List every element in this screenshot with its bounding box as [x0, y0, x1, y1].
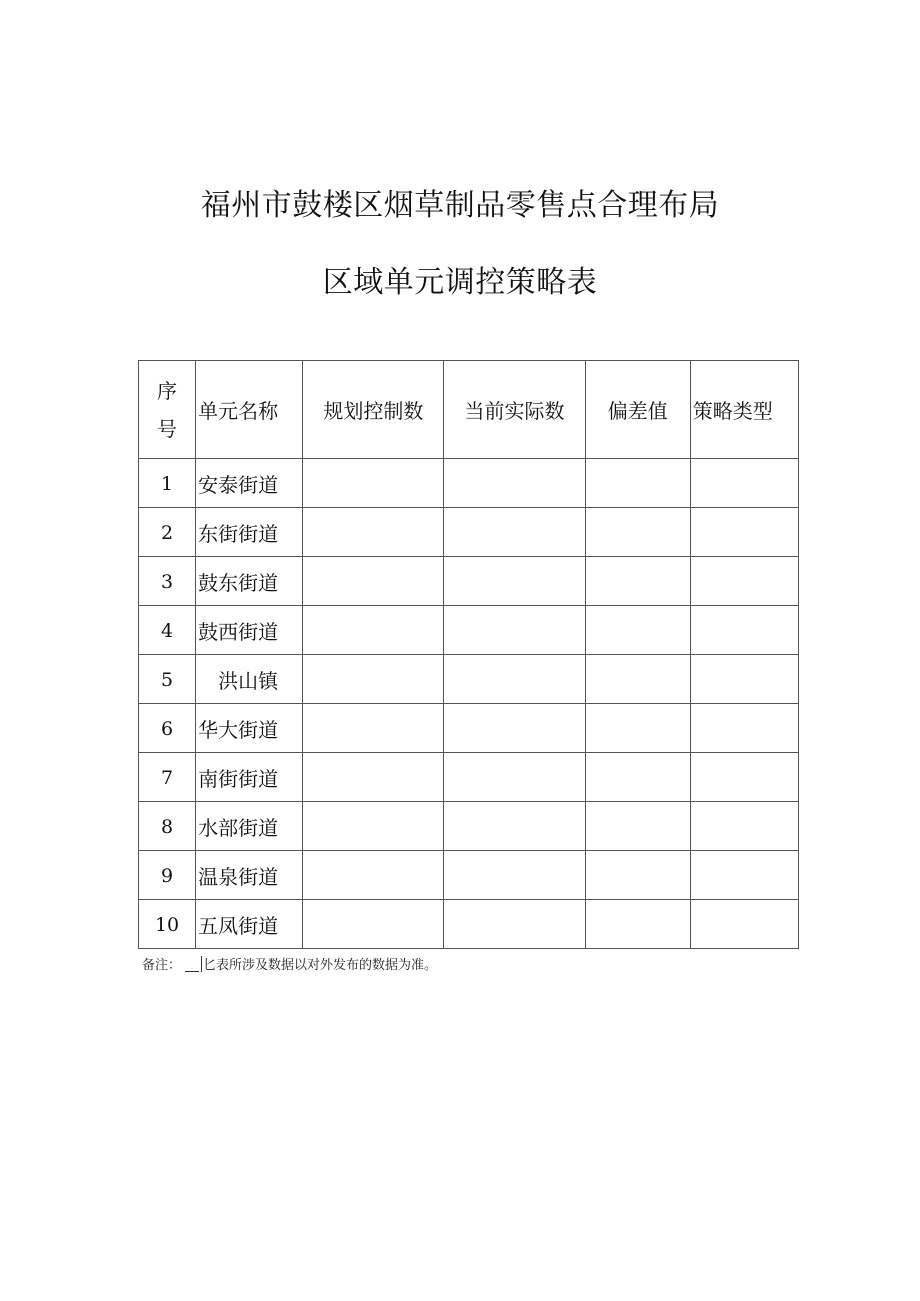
cell-unit-name — [196, 900, 303, 949]
cell-current-count — [444, 900, 585, 949]
header-strategy-type-label: 策略类型 — [692, 399, 773, 423]
cell-current-count — [444, 508, 585, 557]
header-planned-count-label: 规划控制数 — [323, 399, 424, 423]
row-unit-name-text: 五凤街道 — [198, 913, 279, 938]
row-index-text: 7 — [160, 767, 174, 789]
cell-strategy-type — [690, 557, 798, 606]
cell-index — [139, 900, 196, 949]
cell-planned-count — [303, 900, 444, 949]
cell-unit-name — [196, 704, 303, 753]
cell-deviation — [585, 851, 690, 900]
cell-unit-name — [196, 459, 303, 508]
header-cell-unit-name — [196, 361, 303, 459]
row-unit-name-text: 鼓西街道 — [198, 619, 279, 644]
cell-strategy-type — [690, 851, 798, 900]
header-cell-current-count — [444, 361, 585, 459]
cell-deviation — [585, 557, 690, 606]
row-unit-name-text: 安泰街道 — [198, 472, 279, 497]
cell-current-count — [444, 802, 585, 851]
cell-unit-name — [196, 655, 303, 704]
cell-deviation — [585, 900, 690, 949]
row-index-text: 2 — [160, 522, 174, 544]
cell-unit-name — [196, 508, 303, 557]
document-title-line-2: 区域单元调控策略表 — [322, 265, 598, 300]
cell-planned-count — [303, 655, 444, 704]
header-cell-strategy-type — [690, 361, 798, 459]
row-unit-name-text: 鼓东街道 — [198, 570, 279, 595]
cell-unit-name — [196, 851, 303, 900]
cell-index — [139, 704, 196, 753]
cell-current-count — [444, 753, 585, 802]
cell-planned-count — [303, 753, 444, 802]
table-row — [139, 508, 799, 557]
cell-current-count — [444, 704, 585, 753]
cell-strategy-type — [690, 606, 798, 655]
cell-index — [139, 459, 196, 508]
cell-planned-count — [303, 704, 444, 753]
cell-deviation — [585, 508, 690, 557]
cell-current-count — [444, 606, 585, 655]
cell-strategy-type — [690, 802, 798, 851]
strategy-table — [138, 360, 799, 949]
table-row — [139, 655, 799, 704]
table-row — [139, 557, 799, 606]
cell-index — [139, 606, 196, 655]
cell-strategy-type — [690, 655, 798, 704]
table-row — [139, 802, 799, 851]
row-index-text: 9 — [160, 865, 174, 887]
cell-index — [139, 753, 196, 802]
cell-deviation — [585, 802, 690, 851]
table-row — [139, 459, 799, 508]
row-index-text: 1 — [160, 473, 174, 495]
cell-planned-count — [303, 802, 444, 851]
footnote-underline — [185, 959, 199, 972]
cell-planned-count — [303, 459, 444, 508]
cell-strategy-type — [690, 508, 798, 557]
header-cell-planned-count — [303, 361, 444, 459]
cell-strategy-type — [690, 900, 798, 949]
cell-index — [139, 802, 196, 851]
cell-current-count — [444, 459, 585, 508]
row-unit-name-text: 东街街道 — [198, 521, 279, 546]
cell-strategy-type — [690, 753, 798, 802]
table-row — [139, 606, 799, 655]
header-unit-name-label: 单元名称 — [198, 399, 279, 423]
cell-planned-count — [303, 606, 444, 655]
cell-unit-name — [196, 557, 303, 606]
table-row — [139, 704, 799, 753]
footnote-text: 匕表所涉及数据以对外发布的数据为准。 — [203, 958, 438, 973]
table-body — [139, 361, 799, 949]
footnote-divider — [201, 956, 202, 972]
table-header-row — [139, 361, 799, 459]
cell-deviation — [585, 459, 690, 508]
table-row — [139, 753, 799, 802]
row-unit-name-text: 温泉街道 — [198, 864, 279, 889]
row-unit-name-text: 南街街道 — [198, 766, 279, 791]
table-row — [139, 851, 799, 900]
cell-index — [139, 655, 196, 704]
header-current-count-label: 当前实际数 — [464, 399, 565, 423]
header-index-label: 序号 — [157, 378, 178, 441]
cell-strategy-type — [690, 459, 798, 508]
row-index-text: 6 — [160, 718, 174, 740]
cell-deviation — [585, 753, 690, 802]
cell-unit-name — [196, 802, 303, 851]
header-cell-deviation — [585, 361, 690, 459]
cell-current-count — [444, 655, 585, 704]
cell-index — [139, 508, 196, 557]
cell-deviation — [585, 606, 690, 655]
footnote-label: 备注： — [142, 958, 182, 973]
row-index-text: 4 — [160, 620, 174, 642]
cell-deviation — [585, 655, 690, 704]
cell-current-count — [444, 851, 585, 900]
table-row — [139, 900, 799, 949]
row-index-text: 10 — [154, 914, 180, 936]
cell-current-count — [444, 557, 585, 606]
footnote — [142, 954, 437, 973]
cell-planned-count — [303, 508, 444, 557]
header-cell-index — [139, 361, 196, 459]
row-unit-name-text: 华大街道 — [198, 717, 279, 742]
cell-strategy-type — [690, 704, 798, 753]
row-index-text: 3 — [160, 571, 174, 593]
cell-unit-name — [196, 753, 303, 802]
row-unit-name-text: 洪山镇 — [218, 668, 279, 693]
cell-index — [139, 851, 196, 900]
row-index-text: 8 — [160, 816, 174, 838]
cell-planned-count — [303, 851, 444, 900]
cell-unit-name — [196, 606, 303, 655]
cell-index — [139, 557, 196, 606]
cell-planned-count — [303, 557, 444, 606]
document-title-line-1: 福州市鼓楼区烟草制品零售点合理布局 — [200, 188, 720, 223]
header-deviation-label: 偏差值 — [607, 399, 668, 423]
row-unit-name-text: 水部街道 — [198, 815, 279, 840]
row-index-text: 5 — [160, 669, 174, 691]
cell-deviation — [585, 704, 690, 753]
